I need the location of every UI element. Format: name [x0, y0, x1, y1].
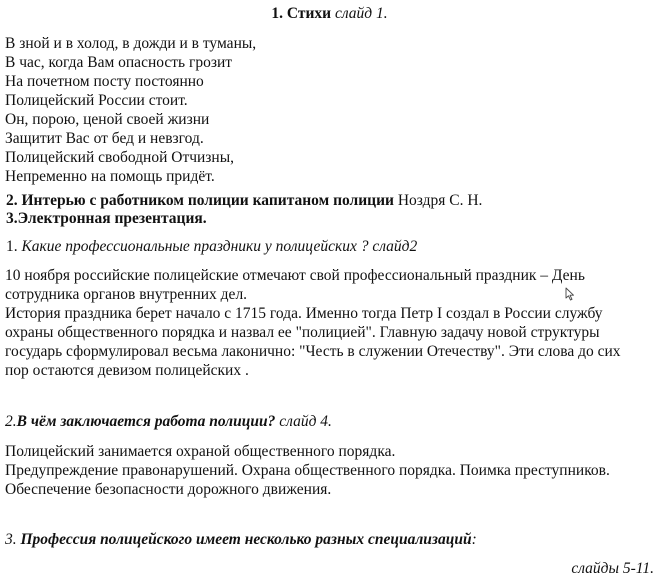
- section1-slide: слайд 1.: [334, 5, 388, 22]
- question3: [5, 530, 477, 549]
- answer2-line: Обеспечение безопасности дорожного движения.: [5, 481, 332, 498]
- answer2-line: Предупреждение правонарушений. Охрана общественного порядка. Поимка преступников.: [5, 462, 610, 479]
- answer1-line: охраны общественного порядка и назвал ее "полицией". Главную задачу новой структуры: [5, 324, 600, 341]
- section1-number: 1.: [271, 5, 283, 22]
- section1-heading: [0, 4, 659, 23]
- slides-note: слайды 5-11.: [571, 560, 654, 577]
- question3-suffix: :: [471, 531, 477, 548]
- poem-line: Непременно на помощь придёт.: [5, 168, 215, 185]
- poem-line: В зной и в холод, в дожди и в туманы,: [5, 35, 257, 52]
- answer1-line: государь сформулировал весьма лаконично: "Честь в служении Отечеству". Эти слова до сих: [5, 343, 621, 360]
- section2-bold: 2. Интерью с работником полиции капитаном полиции: [6, 192, 394, 209]
- question3-prefix: 3.: [5, 531, 17, 548]
- mouse-cursor-icon: [565, 287, 575, 301]
- question3-bold: Профессия полицейского имеет несколько разных специализаций: [20, 531, 472, 548]
- question2-slide: слайд 4.: [275, 413, 332, 430]
- section2-name: Ноздря С. Н.: [393, 192, 483, 209]
- answer1-line: 10 ноября российские полицейские отмечают свой профессиональный праздник – День: [5, 267, 585, 284]
- poem-line: Защитит Вас от бед и невзгод.: [5, 130, 204, 147]
- question2-prefix: 2.: [5, 413, 17, 430]
- poem-line: На почетном посту постоянно: [5, 73, 204, 90]
- poem-line: Полицейский свободной Отчизны,: [5, 149, 235, 166]
- section3-heading: 3.Электронная презентация.: [6, 210, 207, 227]
- question1: [6, 237, 417, 256]
- answer1-line: История праздника берет начало с 1715 года. Именно тогда Петр I создал в России службу: [5, 305, 603, 322]
- question2-bold: В чём заключается работа полиции?: [16, 413, 276, 430]
- answer2-line: Полицейский занимается охраной общественного порядка.: [5, 443, 396, 460]
- question2: [5, 412, 332, 431]
- poem-line: Полицейский России стоит.: [5, 92, 188, 109]
- section1-title: Стихи: [286, 5, 332, 22]
- question1-text: Какие профессиональные праздники у полицейских ? слайд2: [17, 238, 418, 255]
- poem-line: В час, когда Вам опасность грозит: [5, 54, 233, 71]
- question1-number: 1.: [6, 238, 18, 255]
- poem-line: Он, порою, ценой своей жизни: [5, 111, 210, 128]
- section2-heading: [6, 191, 482, 210]
- answer1-line: пор остаются девизом полицейских .: [5, 362, 249, 379]
- answer1-line: сотрудника органов внутренних дел.: [5, 286, 248, 303]
